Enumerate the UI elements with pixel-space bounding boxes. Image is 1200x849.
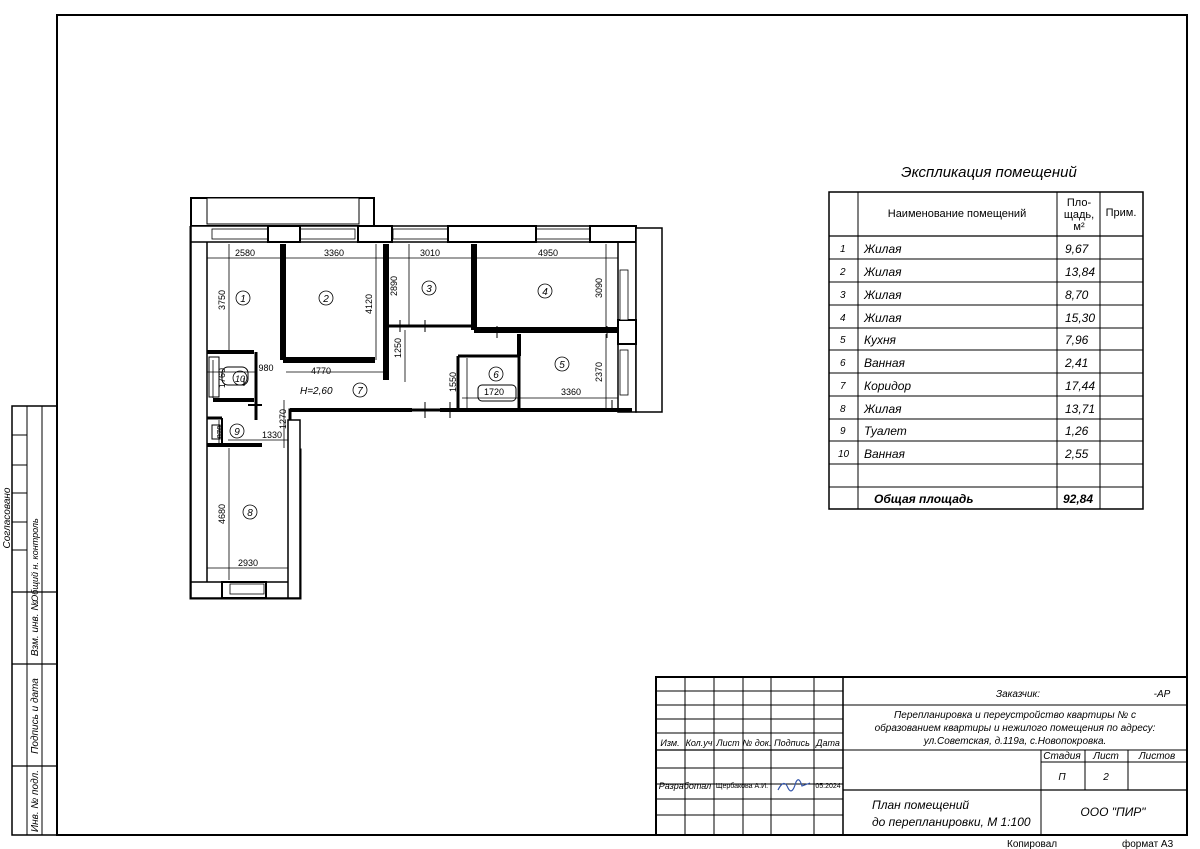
- stamp-agreed: Согласовано: [2, 487, 13, 549]
- room-name: Ванная: [864, 356, 905, 370]
- room-name: Жилая: [864, 311, 902, 325]
- room-number: 10: [234, 374, 246, 384]
- room-number: 4: [542, 287, 548, 298]
- col-header: Дата: [816, 738, 840, 748]
- sheets-header: Листов: [1138, 751, 1176, 762]
- side-stamp: [2, 406, 57, 835]
- project-line: образованием квартиры и нежилого помещения по адресу:: [874, 723, 1156, 734]
- developer-date: 05.2024: [815, 783, 841, 790]
- room-name: Жилая: [864, 242, 902, 256]
- room-number: 8: [247, 508, 253, 519]
- room-number: 9: [234, 427, 240, 438]
- explication-title: Экспликация помещений: [901, 164, 1077, 181]
- dim-label: 1550: [448, 371, 458, 393]
- room-area: 13,71: [1065, 402, 1096, 416]
- room-area: 15,30: [1065, 311, 1096, 325]
- title-block: [656, 677, 1187, 835]
- room-area: 9,67: [1065, 242, 1089, 256]
- col-header: Лист: [716, 738, 740, 748]
- total-label: Общая площадь: [874, 492, 974, 506]
- customer-label: Заказчик:: [995, 689, 1041, 700]
- header-area: Пло-: [1066, 197, 1092, 209]
- row-number: 10: [838, 449, 850, 460]
- row-number: 2: [840, 267, 846, 278]
- dim-label: 4770: [310, 366, 332, 376]
- sheet-header: Лист: [1093, 751, 1119, 762]
- drawing-subtitle: до перепланировки, М 1:100: [872, 815, 1031, 829]
- dim-label: 1760: [217, 367, 227, 389]
- dim-label: 2370: [594, 361, 604, 383]
- dim-label: 3090: [594, 277, 604, 299]
- room-name: Коридор: [864, 379, 912, 393]
- footer-copied: Копировал: [1007, 839, 1058, 849]
- company-name: ООО "ПИР": [1080, 805, 1146, 819]
- col-header: Изм.: [660, 738, 680, 748]
- room-name: Ванная: [864, 447, 905, 461]
- row-number: 3: [840, 290, 846, 301]
- room-name: Жилая: [864, 402, 902, 416]
- dim-label: 3010: [419, 248, 441, 258]
- room-number: 1: [240, 294, 246, 305]
- dim-label: 3750: [217, 289, 227, 311]
- row-number: 6: [840, 358, 846, 369]
- room-name: Туалет: [864, 424, 907, 438]
- dim-label: 870: [216, 425, 225, 439]
- col-header: № док.: [742, 738, 772, 748]
- room-area: 2,55: [1065, 447, 1089, 461]
- developer-role: Разработал: [658, 781, 712, 791]
- stamp-replacement-inv: Взм. инв. №: [30, 599, 41, 657]
- row-number: 9: [840, 426, 846, 437]
- room-number: 3: [426, 284, 432, 295]
- stamp-control: Общий н. контроль: [30, 518, 40, 602]
- room-number: 5: [559, 360, 565, 371]
- col-header: Кол.уч: [685, 738, 713, 748]
- room-number: 2: [323, 294, 329, 305]
- project-line: Перепланировка и переустройство квартиры № с: [894, 710, 1136, 721]
- ceiling-height: H=2,60: [300, 386, 333, 397]
- room-area: 17,44: [1065, 379, 1096, 393]
- project-line: ул.Советская, д.119а, с.Новопокровка.: [923, 736, 1107, 747]
- row-number: 4: [840, 313, 846, 324]
- col-header: Подпись: [774, 738, 810, 748]
- header-note: Прим.: [1105, 207, 1137, 219]
- dim-label: 2890: [389, 275, 399, 297]
- room-name: Жилая: [864, 288, 902, 302]
- room-number: 7: [357, 386, 363, 397]
- dim-label: 1720: [483, 387, 505, 397]
- footer-format: формат А3: [1122, 839, 1174, 849]
- stage-value: П: [1058, 772, 1066, 783]
- room-name: Кухня: [864, 333, 896, 347]
- row-number: 5: [840, 335, 846, 346]
- dim-label: 4120: [364, 293, 374, 315]
- row-number: 7: [840, 381, 846, 392]
- dim-label: 3360: [560, 387, 582, 397]
- explication-table: [829, 164, 1143, 509]
- total-value: 92,84: [1063, 492, 1094, 506]
- room-area: 8,70: [1065, 288, 1089, 302]
- sheet-value: 2: [1103, 772, 1109, 783]
- stamp-signature-date: Подпись и дата: [30, 678, 41, 754]
- header-area: щадь,: [1063, 209, 1095, 221]
- dim-label: 1270: [278, 408, 288, 430]
- header-name: Наименование помещений: [887, 208, 1027, 220]
- room-area: 13,84: [1065, 265, 1096, 279]
- stamp-original-inv: Инв. № подл.: [30, 769, 41, 833]
- room-name: Жилая: [864, 265, 902, 279]
- dim-label: 4950: [537, 248, 559, 258]
- room-area: 1,26: [1065, 424, 1089, 438]
- developer-signature: [778, 780, 810, 791]
- dim-label: 3360: [323, 248, 345, 258]
- developer-name: Щербакова А.И.: [715, 783, 769, 790]
- dim-label: 1330: [261, 430, 283, 440]
- dim-label: 1250: [393, 337, 403, 359]
- room-area: 2,41: [1065, 356, 1089, 370]
- project-code: -АР: [1153, 689, 1171, 700]
- drawing-title: План помещений: [872, 798, 970, 812]
- room-area: 7,96: [1065, 333, 1089, 347]
- floor-plan: [191, 198, 662, 598]
- dim-label: 2580: [234, 248, 256, 258]
- dim-label: 2930: [237, 558, 259, 568]
- room-number: 6: [493, 370, 499, 381]
- dim-label: 4680: [217, 503, 227, 525]
- row-number: 8: [840, 404, 846, 415]
- header-area: м²: [1073, 221, 1085, 233]
- row-number: 1: [840, 244, 846, 255]
- dim-label: 980: [258, 363, 274, 373]
- stage-header: Стадия: [1043, 751, 1081, 762]
